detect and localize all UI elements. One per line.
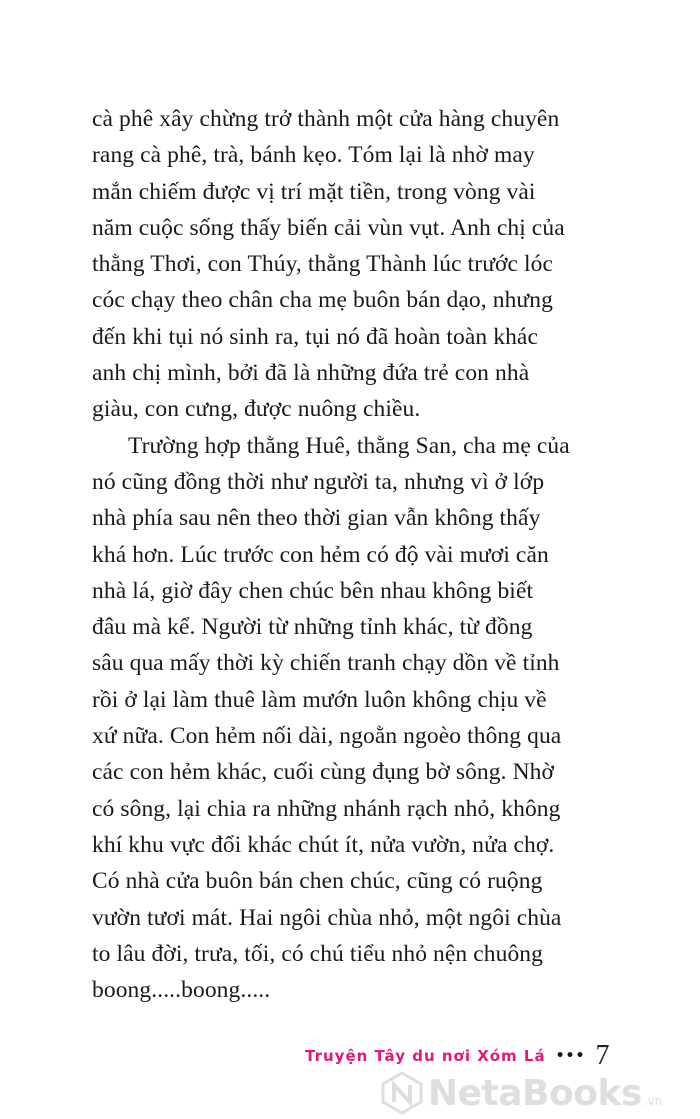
paragraph-start-line: Trường hợp thằng Huê, thằng San, cha mẹ của bbox=[128, 432, 570, 459]
watermark bbox=[380, 1068, 700, 1118]
page-number: 7 bbox=[595, 1040, 610, 1071]
text-line: khá hơn. Lúc trước con hẻm có độ vài mươi căn bbox=[92, 541, 549, 568]
text-line: Có nhà cửa buôn bán chen chúc, cũng có ruộng bbox=[92, 868, 543, 895]
text-line: nó cũng đồng thời như người ta, nhưng vì ở lớp bbox=[92, 468, 545, 495]
text-line: cà phê xây chừng trở thành một cửa hàng chuyên bbox=[92, 106, 560, 132]
text-line: cóc chạy theo chân cha mẹ buôn bán dạo, nhưng bbox=[92, 287, 553, 314]
text-line: vườn tươi mát. Hai ngôi chùa nhỏ, một ngôi chùa bbox=[92, 904, 562, 931]
text-line: sâu qua mấy thời kỳ chiến tranh chạy dồn về tỉnh bbox=[92, 650, 560, 677]
text-line: rồi ở lại làm thuê làm mướn luôn không chịu về bbox=[92, 686, 547, 713]
text-line: anh chị mình, bởi đã là những đứa trẻ con nhà bbox=[92, 360, 530, 387]
netabooks-logo-icon bbox=[380, 1071, 424, 1115]
text-line: rang cà phê, trà, bánh kẹo. Tóm lại là nhờ may bbox=[92, 142, 535, 169]
text-line: nhà lá, giờ đây chen chúc bên nhau không biết bbox=[92, 577, 534, 604]
text-line: đến khi tụi nó sinh ra, tụi nó đã hoàn toàn khác bbox=[92, 323, 538, 350]
running-title: Truyện Tây du nơi Xóm Lá bbox=[305, 1047, 546, 1065]
text-line: boong.....boong..... bbox=[92, 977, 271, 1004]
separator-dots: ••• bbox=[555, 1048, 586, 1064]
text-line: mắn chiếm được vị trí mặt tiền, trong vòng vài bbox=[92, 178, 536, 205]
text-line: to lâu đời, trưa, tối, có chú tiểu nhỏ nện chuông bbox=[92, 940, 544, 967]
text-line: khí khu vực đổi khác chút ít, nửa vườn, nửa chợ. bbox=[92, 831, 555, 858]
text-line: giàu, con cưng, được nuông chiều. bbox=[92, 396, 421, 423]
text-line: các con hẻm khác, cuối cùng đụng bờ sông. Nhờ bbox=[92, 759, 555, 786]
body-text bbox=[92, 101, 612, 1008]
text-line: xứ nữa. Con hẻm nối dài, ngoằn ngoèo thông qua bbox=[92, 723, 562, 750]
text-line: thằng Thơi, con Thúy, thằng Thành lúc trước lóc bbox=[92, 251, 554, 278]
text-line: năm cuộc sống thấy biến cải vùn vụt. Anh chị của bbox=[92, 214, 565, 241]
watermark-text: NetaBooks bbox=[428, 1072, 642, 1114]
text-line: đâu mà kể. Người từ những tỉnh khác, từ đồng bbox=[92, 614, 533, 641]
text-line: có sông, lại chia ra những nhánh rạch nhỏ, không bbox=[92, 795, 561, 822]
text-line: nhà phía sau nên theo thời gian vẫn không thấy bbox=[92, 505, 541, 532]
watermark-suffix: .vn bbox=[643, 1094, 663, 1108]
